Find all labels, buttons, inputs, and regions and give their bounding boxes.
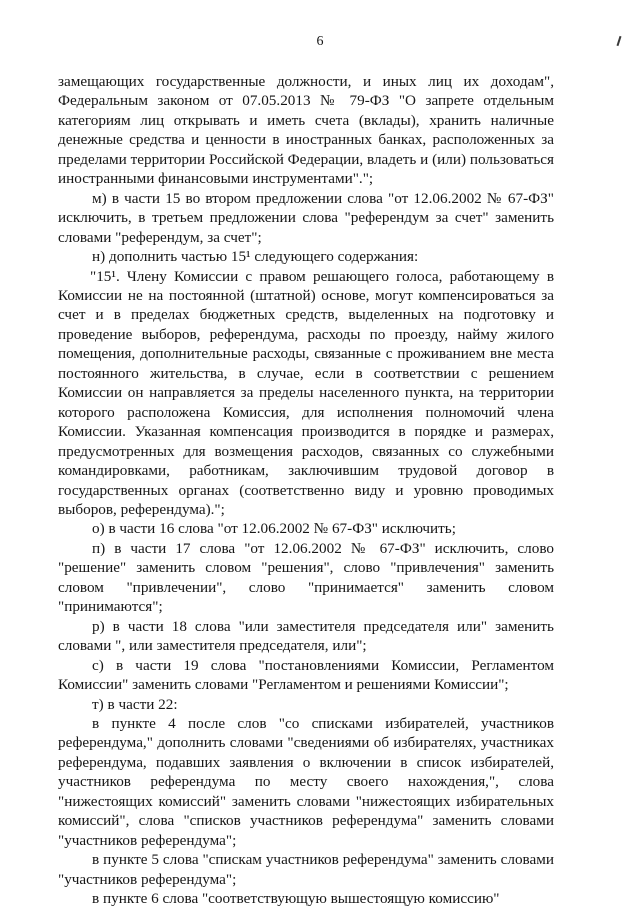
paragraph-point-6: в пункте 6 слова "соответствующую вышестоящую комиссию": [92, 890, 500, 908]
paragraph-p: п) в части 17 слова "от 12.06.2002 № 67-ФЗ" исключить, слово "решение" заменить словом "решения", слово "привлечения" заменить словом "привлечении", слово "принимается" заменить словом "принимаются";: [58, 539, 554, 616]
paragraph-s: с) в части 19 слова "постановлениями Комиссии, Регламентом Комиссии" заменить словами "Регламентом и решениями Комиссии";: [58, 656, 554, 694]
paragraph-part-15-1: "15¹. Члену Комиссии с правом решающего голоса, работающему в Комиссии не на постоянной (штатной) основе, могут компенсироваться за счет и в пределах бюджетных средств, выделенных на подготовку и проведение выборов, референдума, расходы по проезду, найму жилого помещения, дополнительные расходы, связанные с проживанием вне места постоянного жительства, в случае, если в соответствии с решением Комиссии он направляется за пределы населенного пункта, на территории которого расположена Комиссия, для исполнения полномочий члена Комиссии. Указанная компенсация производится в порядке и размерах, предусмотренных для возмещения расходов, связанных со служебными командировками, работникам, заключившим трудовой договор в государственных органах (соответственно виду и уровню проводимых выборов, референдума).";: [58, 267, 554, 518]
paragraph-point-5: в пункте 5 слова "спискам участников референдума" заменить словами "участников референдума";: [58, 851, 554, 888]
paragraph-continuation: замещающих государственные должности, и иных лиц их доходам", Федеральным законом от 07.05.2013 № 79-ФЗ "О запрете отдельным категориям лиц открывать и иметь счета (вклады), хранить наличные денежные средства и ценности в иностранных банках, расположенных за пределами территории Российской Федерации, владеть и (или) пользоваться иностранными финансовыми инструментами".";: [58, 73, 554, 188]
paragraph-r: р) в части 18 слова "или заместителя председателя или" заменить словами ", или заместителя председателя, или";: [58, 617, 554, 655]
paragraph-m: м) в части 15 во втором предложении слова "от 12.06.2002 № 67-ФЗ" исключить, в третьем предложении слова "референдум за счет" заменить словами "референдум, за счет";: [58, 189, 554, 246]
paragraph-n: н) дополнить частью 15¹ следующего содержания:: [92, 248, 419, 266]
paragraph-o: о) в части 16 слова "от 12.06.2002 № 67-ФЗ" исключить;: [92, 520, 456, 538]
paragraph-point-4: в пункте 4 после слов "со списками избирателей, участников референдума," дополнить словами "сведениями об избирателях, участниках референдума, подавших заявления о включении в список избирателей, участников референдума по месту своего нахождения,", слова "нижестоящих комиссий" заменить словами "нижестоящих избирательных комиссий", слова "списков участников референдума" заменить словами "участников референдума";: [58, 714, 554, 849]
page-number: 6: [316, 34, 324, 49]
document-body: [58, 72, 554, 908]
paragraph-t: т) в части 22:: [92, 695, 178, 713]
